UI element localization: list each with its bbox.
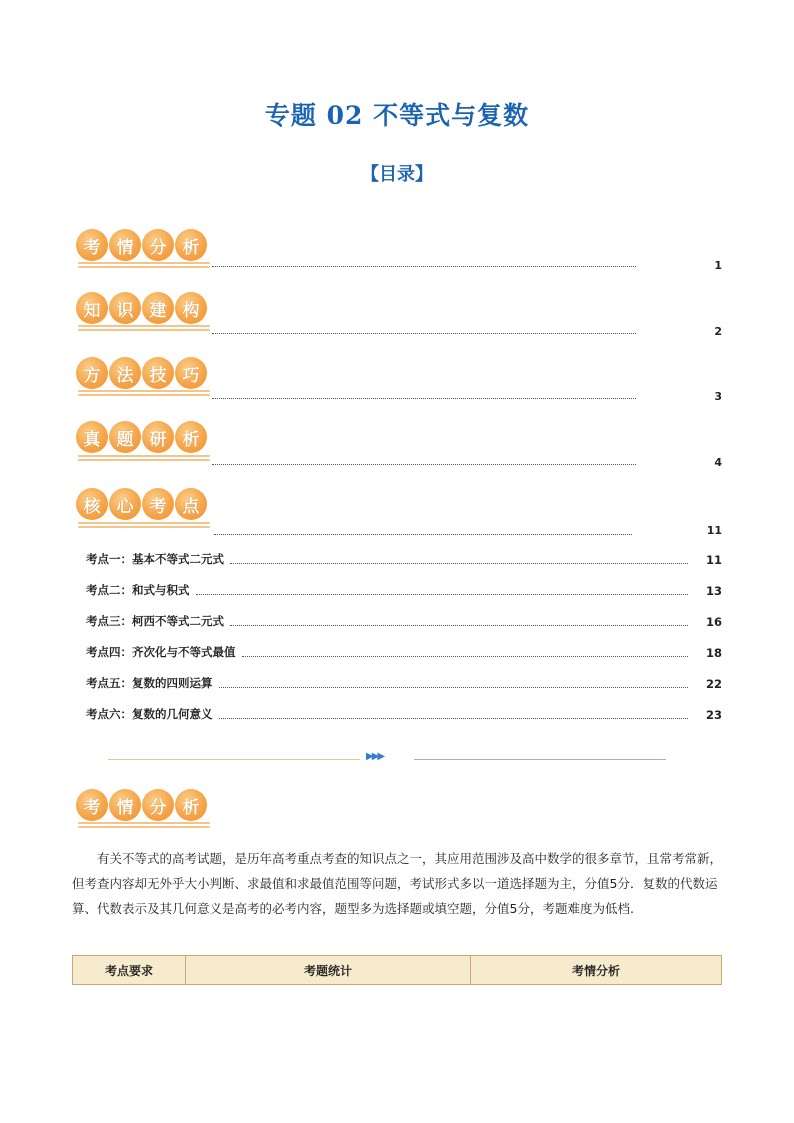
toc-leader bbox=[242, 656, 689, 657]
toc-leader bbox=[214, 534, 632, 535]
toc-subitem[interactable] bbox=[86, 582, 722, 598]
toc-subitem[interactable] bbox=[86, 551, 722, 567]
badge-char: 构 bbox=[175, 292, 207, 324]
page-title: 专题 02 不等式与复数 bbox=[264, 101, 530, 130]
badge-char: 真 bbox=[76, 421, 108, 453]
toc-page-number: 13 bbox=[705, 584, 722, 598]
table-header-cell: 考点要求 bbox=[73, 956, 186, 985]
toc-leader bbox=[230, 563, 688, 564]
toc-subitem-label: 考点二：和式与积式 bbox=[86, 583, 190, 597]
badge-char: 建 bbox=[142, 292, 174, 324]
toc-subitem[interactable] bbox=[86, 675, 722, 691]
badge-char: 识 bbox=[109, 292, 141, 324]
badge-char: 析 bbox=[175, 789, 207, 821]
toc-page-number: 16 bbox=[705, 615, 722, 629]
toc-leader bbox=[219, 718, 689, 719]
toc-leader bbox=[230, 625, 688, 626]
toc-page-number: 11 bbox=[705, 553, 722, 567]
badge-underline bbox=[78, 325, 210, 333]
table-header-cell: 考情分析 bbox=[471, 956, 722, 985]
toc-leader bbox=[212, 333, 636, 334]
badge-char: 题 bbox=[109, 421, 141, 453]
section-badge bbox=[76, 421, 207, 459]
toc-leader bbox=[212, 266, 636, 267]
badge-char: 技 bbox=[142, 357, 174, 389]
toc-page-number: 2 bbox=[714, 325, 722, 338]
analysis-paragraph: 有关不等式的高考试题，是历年高考重点考查的知识点之一，其应用范围涉及高中数学的很多章节，且常考常新，但考查内容却无外乎大小判断、求最值和求最值范围等问题，考试形式多以一道选择题为主，分值5分．复数的代数运算、代数表示及其几何意义是高考的必考内容，题型多为选择题或填空题，分值5分，考题难度为低档. bbox=[72, 851, 723, 916]
badge-char: 巧 bbox=[175, 357, 207, 389]
toc-page-number: 3 bbox=[714, 390, 722, 403]
badge-underline bbox=[78, 455, 210, 463]
toc-leader bbox=[212, 464, 636, 465]
toc-subitem-label: 考点五：复数的四则运算 bbox=[86, 676, 213, 690]
badge-underline bbox=[78, 262, 210, 270]
requirements-table bbox=[72, 955, 722, 985]
toc-subitem[interactable] bbox=[86, 706, 722, 722]
toc-subitem-label: 考点一：基本不等式二元式 bbox=[86, 552, 224, 566]
section-badge bbox=[76, 488, 207, 526]
badge-char: 心 bbox=[109, 488, 141, 520]
badge-char: 情 bbox=[109, 229, 141, 261]
badge-char: 考 bbox=[76, 789, 108, 821]
toc-page-number: 18 bbox=[705, 646, 722, 660]
section-divider bbox=[108, 751, 666, 765]
toc-page-number: 22 bbox=[705, 677, 722, 691]
badge-char: 核 bbox=[76, 488, 108, 520]
toc-leader bbox=[196, 594, 689, 595]
badge-char: 研 bbox=[142, 421, 174, 453]
toc-heading: 【目录】 bbox=[361, 164, 433, 185]
badge-underline bbox=[78, 822, 210, 830]
badge-underline bbox=[78, 522, 210, 530]
badge-char: 知 bbox=[76, 292, 108, 324]
badge-char: 法 bbox=[109, 357, 141, 389]
toc-subitem-label: 考点三：柯西不等式二元式 bbox=[86, 614, 224, 628]
toc-page-number: 4 bbox=[714, 456, 722, 469]
toc-page-number: 11 bbox=[706, 524, 722, 537]
toc-subitem[interactable] bbox=[86, 613, 722, 629]
badge-char: 分 bbox=[142, 789, 174, 821]
toc-leader bbox=[212, 398, 636, 399]
toc-page-number: 23 bbox=[705, 708, 722, 722]
arrow-icons: ▶▶▶ bbox=[366, 751, 384, 762]
toc-page-number: 1 bbox=[714, 259, 722, 272]
badge-char: 考 bbox=[142, 488, 174, 520]
toc-subitem-label: 考点六：复数的几何意义 bbox=[86, 707, 213, 721]
badge-char: 析 bbox=[175, 229, 207, 261]
badge-char: 方 bbox=[76, 357, 108, 389]
badge-char: 析 bbox=[175, 421, 207, 453]
badge-char: 分 bbox=[142, 229, 174, 261]
badge-underline bbox=[78, 390, 210, 398]
toc-subitem[interactable] bbox=[86, 644, 722, 660]
table-header-row bbox=[73, 956, 722, 985]
badge-char: 点 bbox=[175, 488, 207, 520]
badge-char: 情 bbox=[109, 789, 141, 821]
toc-subitem-label: 考点四：齐次化与不等式最值 bbox=[86, 645, 236, 659]
badge-char: 考 bbox=[76, 229, 108, 261]
toc-leader bbox=[219, 687, 689, 688]
table-header-cell: 考题统计 bbox=[186, 956, 471, 985]
